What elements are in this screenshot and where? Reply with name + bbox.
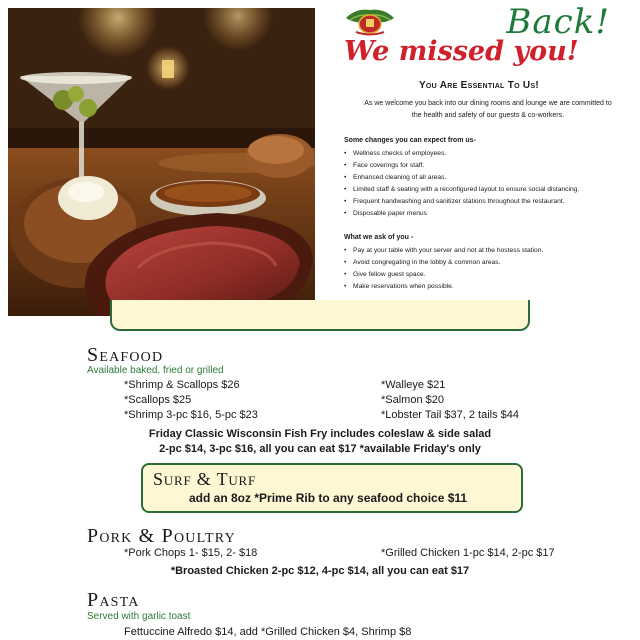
restaurant-crest-logo <box>342 6 398 36</box>
food-photo-illustration <box>8 8 315 316</box>
changes-list <box>344 148 640 220</box>
intro-paragraph <box>340 98 636 122</box>
list-item: • Make reservations when possible. <box>344 281 640 293</box>
menu-item: Fettuccine Alfredo $14, add *Grilled Chicken $4, Shrimp $8 <box>124 626 412 638</box>
seafood-subtitle: Available baked, fried or grilled <box>87 365 224 376</box>
menu-item: *Shrimp & Scallops $26 <box>124 379 240 391</box>
menu-item: *Shrimp 3-pc $16, 5-pc $23 <box>124 409 258 421</box>
food-photo <box>8 8 315 316</box>
menu-item: *Lobster Tail $37, 2 tails $44 <box>381 409 519 421</box>
menu-item: *Salmon $20 <box>381 394 444 406</box>
previous-section-box-edge <box>110 300 530 331</box>
list-item: • Pay at your table with your server and not at the hostess station. <box>344 245 640 257</box>
missed-you-title: We missed you! <box>344 36 579 67</box>
ask-heading: What we ask of you - <box>344 234 414 241</box>
pasta-title: Pasta <box>87 589 140 611</box>
intro-line: As we welcome you back into our dining rooms and lounge we are committed to <box>364 100 612 107</box>
surf-turf-offer: add an 8oz *Prime Rib to any seafood choice $11 <box>189 491 468 505</box>
intro-line: the health and safety of our guests & co-workers. <box>411 112 565 119</box>
back-title: Back! <box>506 2 610 42</box>
surf-turf-title: Surf & Turf <box>153 469 257 489</box>
menu-item: *Walleye $21 <box>381 379 446 391</box>
pork-poultry-title: Pork & Poultry <box>87 525 236 547</box>
essential-heading: You Are Essential To Us! <box>418 80 540 91</box>
menu-item: *Pork Chops 1- $15, 2- $18 <box>124 547 258 559</box>
list-item: • Enhanced cleaning of all areas. <box>344 172 640 184</box>
pasta-subtitle: Served with garlic toast <box>87 611 191 622</box>
menu-item: *Scallops $25 <box>124 394 192 406</box>
list-item: • Face coverings for staff. <box>344 160 640 172</box>
fish-fry-note: Friday Classic Wisconsin Fish Fry includes coleslaw & side salad <box>148 428 492 440</box>
list-item: • Frequent handwashing and sanitizer stations throughout the restaurant. <box>344 196 640 208</box>
menu-item: *Grilled Chicken 1-pc $14, 2-pc $17 <box>381 547 555 559</box>
surf-turf-box <box>141 463 523 513</box>
fish-fry-prices: 2-pc $14, 3-pc $16, all you can eat $17 *available Friday's only <box>159 443 481 455</box>
seafood-title: Seafood <box>87 344 164 366</box>
broasted-chicken-note: *Broasted Chicken 2-pc $12, 4-pc $14, all you can eat $17 <box>170 565 470 577</box>
list-item: • Limited staff & seating with a reconfigured layout to ensure social distancing. <box>344 184 640 196</box>
list-item: • Disposable paper menus <box>344 208 640 220</box>
changes-heading: Some changes you can expect from us- <box>344 137 476 144</box>
asks-list <box>344 245 640 293</box>
list-item: • Avoid congregating in the lobby & common areas. <box>344 257 640 269</box>
list-item: • Wellness checks of employees. <box>344 148 640 160</box>
reopening-notice <box>318 0 640 318</box>
list-item: • Give fellow guest space. <box>344 269 640 281</box>
